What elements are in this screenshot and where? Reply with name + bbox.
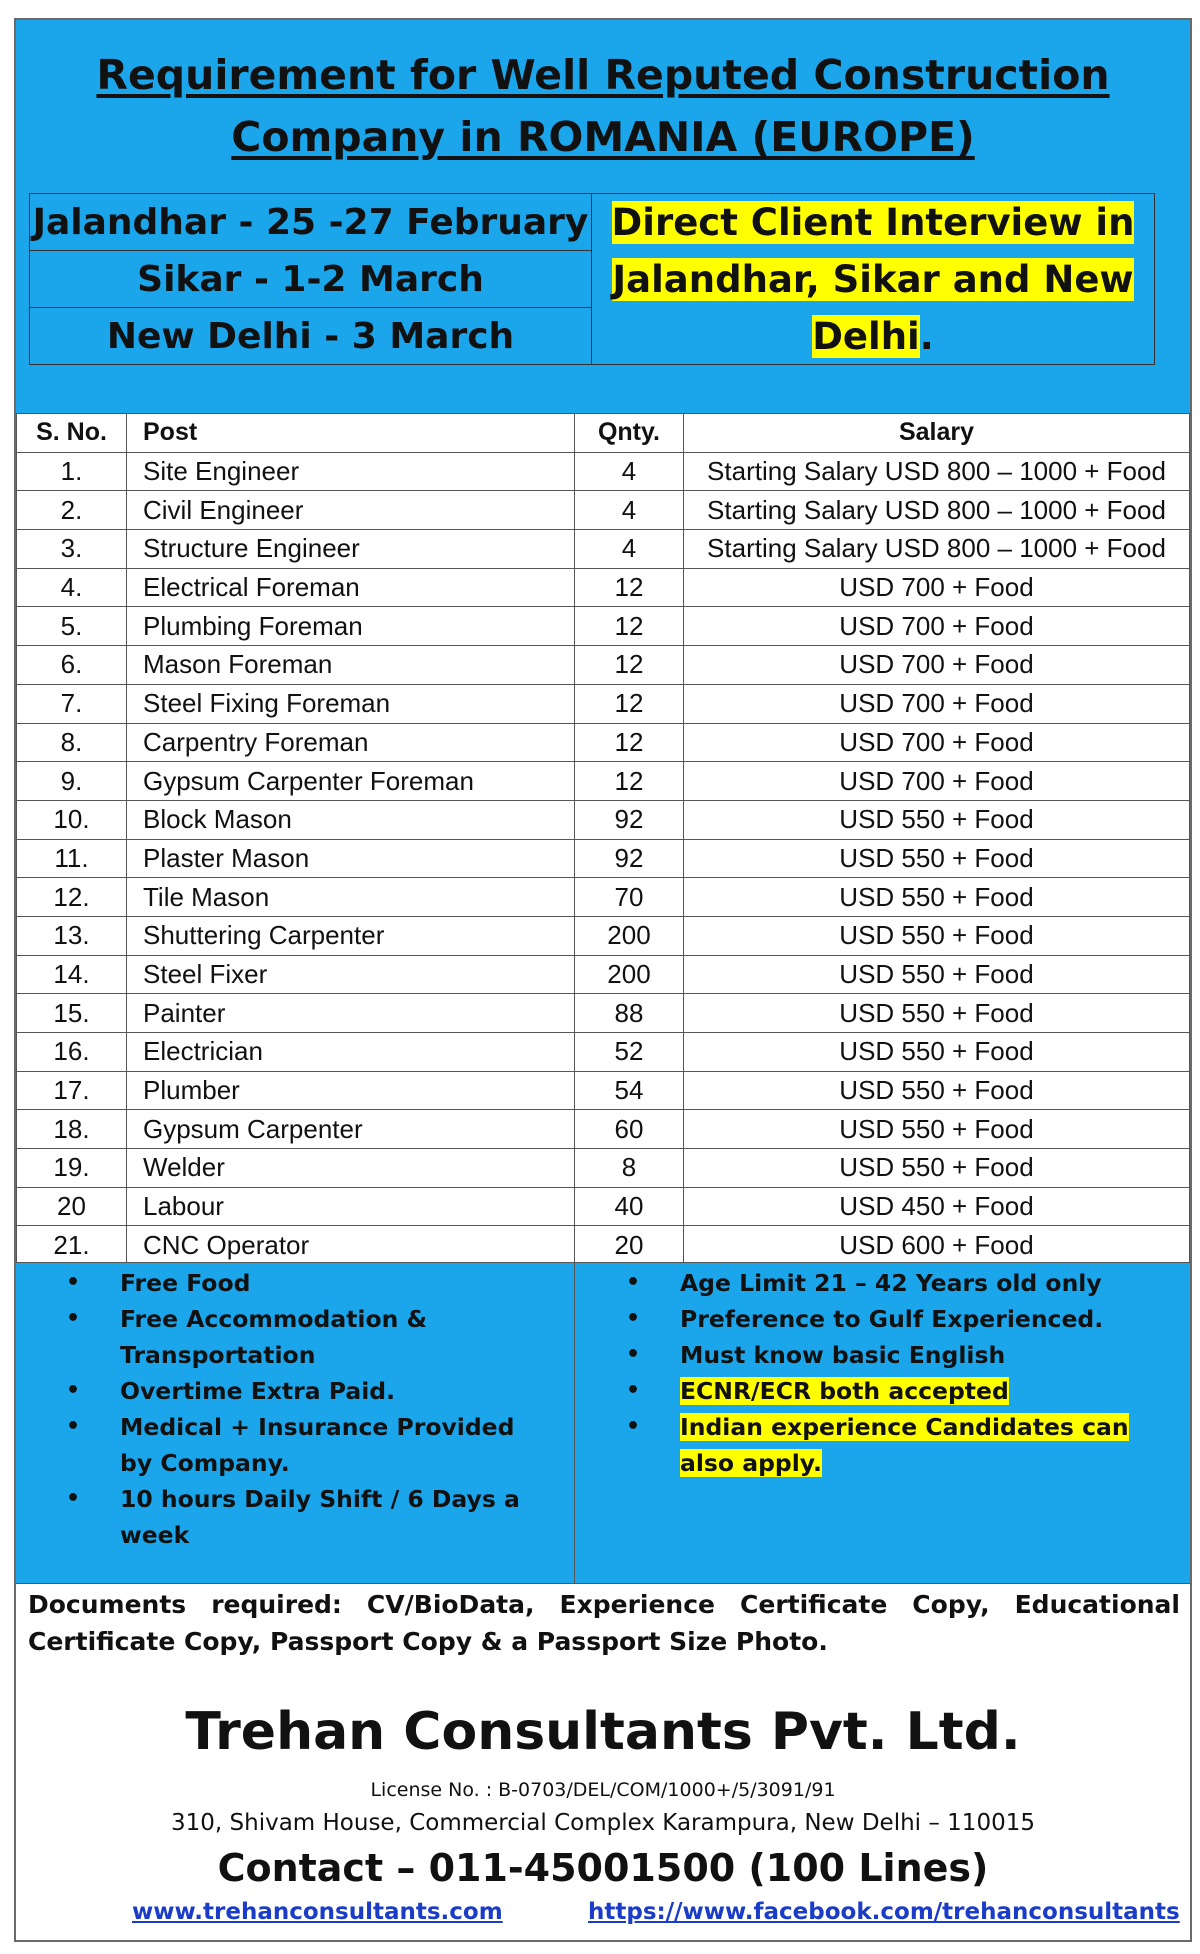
cell-post: Site Engineer (127, 452, 575, 491)
company-address: 310, Shivam House, Commercial Complex Karampura, New Delhi – 110015 (171, 1810, 1035, 1836)
cell-qty: 8 (575, 1149, 684, 1188)
cell-salary: USD 700 + Food (684, 723, 1190, 762)
header-section (16, 20, 1190, 413)
schedule-new-delhi: New Delhi - 3 March (106, 316, 515, 357)
cell-salary: Starting Salary USD 800 – 1000 + Food (684, 491, 1190, 530)
cell-post: Electrical Foreman (127, 568, 575, 607)
cell-salary: USD 550 + Food (684, 800, 1190, 839)
table-row (17, 1110, 1190, 1149)
benefit-text: Must know basic English (680, 1341, 1006, 1369)
table-row (17, 994, 1190, 1033)
benefit-text: Medical + Insurance Provided by Company. (120, 1413, 515, 1477)
cell-qty: 12 (575, 762, 684, 801)
schedule-sikar: Sikar - 1-2 March (30, 251, 591, 308)
cell-post: Civil Engineer (127, 491, 575, 530)
cell-post: Tile Mason (127, 878, 575, 917)
facebook-link[interactable]: https://www.facebook.com/trehanconsultants (588, 1899, 1180, 1925)
cell-sno: 14. (17, 955, 127, 994)
title-line-2: Company in ROMANIA (EUROPE) (231, 113, 975, 161)
benefit-text: Indian experience Candidates can also apply. (680, 1413, 1129, 1477)
cell-sno: 15. (17, 994, 127, 1033)
table-row (17, 955, 1190, 994)
table-row (17, 607, 1190, 646)
benefits-list-right (626, 1265, 1166, 1481)
cell-qty: 12 (575, 723, 684, 762)
cell-sno: 21. (17, 1226, 127, 1265)
cell-sno: 7. (17, 684, 127, 723)
table-row (17, 568, 1190, 607)
cell-qty: 200 (575, 916, 684, 955)
cell-salary: USD 700 + Food (684, 568, 1190, 607)
cell-sno: 1. (17, 452, 127, 491)
cell-sno: 13. (17, 916, 127, 955)
cell-qty: 12 (575, 568, 684, 607)
cell-qty: 60 (575, 1110, 684, 1149)
cell-salary: USD 550 + Food (684, 1110, 1190, 1149)
cell-salary: USD 600 + Food (684, 1226, 1190, 1265)
cell-sno: 4. (17, 568, 127, 607)
table-row (17, 878, 1190, 917)
contact-number: Contact – 011-45001500 (100 Lines) (217, 1846, 989, 1890)
table-row (17, 1071, 1190, 1110)
interview-suffix: . (919, 315, 934, 358)
license-number: License No. : B-0703/DEL/COM/1000+/5/3091/91 (370, 1779, 836, 1801)
cell-post: Mason Foreman (127, 646, 575, 685)
benefits-section (16, 1262, 1190, 1584)
cell-sno: 5. (17, 607, 127, 646)
schedule-jalandhar: Jalandhar - 25 -27 February (30, 194, 591, 251)
benefit-text: 10 hours Daily Shift / 6 Days a week (120, 1485, 520, 1549)
benefit-text: Free Food (120, 1269, 251, 1297)
cell-post: Painter (127, 994, 575, 1033)
cell-salary: USD 700 + Food (684, 646, 1190, 685)
cell-qty: 52 (575, 1033, 684, 1072)
cell-qty: 54 (575, 1071, 684, 1110)
cell-salary: Starting Salary USD 800 – 1000 + Food (684, 530, 1190, 569)
cell-salary: USD 550 + Food (684, 916, 1190, 955)
cell-salary: USD 550 + Food (684, 878, 1190, 917)
cell-salary: USD 700 + Food (684, 684, 1190, 723)
cell-sno: 18. (17, 1110, 127, 1149)
cell-salary: USD 700 + Food (684, 762, 1190, 801)
benefit-text: Age Limit 21 – 42 Years old only (680, 1269, 1102, 1297)
cell-post: Electrician (127, 1033, 575, 1072)
cell-post: Shuttering Carpenter (127, 916, 575, 955)
cell-sno: 10. (17, 800, 127, 839)
cell-salary: USD 550 + Food (684, 955, 1190, 994)
cell-qty: 20 (575, 1226, 684, 1265)
cell-sno: 12. (17, 878, 127, 917)
table-row (17, 723, 1190, 762)
website-link[interactable]: www.trehanconsultants.com (132, 1899, 503, 1925)
benefits-list-left (66, 1265, 546, 1553)
table-row (17, 1187, 1190, 1226)
job-advertisement (14, 18, 1192, 1942)
table-row (17, 491, 1190, 530)
benefit-text: Preference to Gulf Experienced. (680, 1305, 1104, 1333)
cell-sno: 2. (17, 491, 127, 530)
cell-salary: USD 550 + Food (684, 994, 1190, 1033)
benefit-item (66, 1481, 546, 1553)
benefit-item (626, 1301, 1166, 1337)
cell-sno: 6. (17, 646, 127, 685)
cell-sno: 19. (17, 1149, 127, 1188)
cell-sno: 11. (17, 839, 127, 878)
cell-qty: 92 (575, 800, 684, 839)
cell-post: Block Mason (127, 800, 575, 839)
header-post: Post (127, 414, 575, 453)
table-row (17, 800, 1190, 839)
cell-post: Welder (127, 1149, 575, 1188)
cell-salary: USD 700 + Food (684, 607, 1190, 646)
cell-sno: 9. (17, 762, 127, 801)
table-row (17, 839, 1190, 878)
interview-line-1: Direct Client Interview in (611, 201, 1135, 244)
cell-qty: 70 (575, 878, 684, 917)
benefit-item (66, 1301, 546, 1373)
cell-qty: 4 (575, 452, 684, 491)
cell-post: Gypsum Carpenter Foreman (127, 762, 575, 801)
cell-post: Carpentry Foreman (127, 723, 575, 762)
cell-qty: 4 (575, 530, 684, 569)
header-sno: S. No. (17, 414, 127, 453)
cell-salary: USD 550 + Food (684, 1071, 1190, 1110)
benefit-item (626, 1265, 1166, 1301)
documents-required: Documents required: CV/BioData, Experience Certificate Copy, Educational Certificate Copy, Passport Copy & a Passport Size Photo. (28, 1590, 1180, 1656)
benefits-divider (574, 1263, 575, 1583)
table-row (17, 646, 1190, 685)
table-row (17, 452, 1190, 491)
cell-salary: USD 550 + Food (684, 1033, 1190, 1072)
benefit-item (66, 1373, 546, 1409)
interview-notice (592, 193, 1155, 365)
table-row (17, 1149, 1190, 1188)
cell-qty: 88 (575, 994, 684, 1033)
header-qty: Qnty. (575, 414, 684, 453)
cell-sno: 3. (17, 530, 127, 569)
cell-salary: USD 450 + Food (684, 1187, 1190, 1226)
page-title (16, 44, 1190, 168)
cell-post: Labour (127, 1187, 575, 1226)
cell-qty: 200 (575, 955, 684, 994)
cell-post: Plumber (127, 1071, 575, 1110)
cell-sno: 20 (17, 1187, 127, 1226)
cell-post: CNC Operator (127, 1226, 575, 1265)
interview-line-3: Delhi (812, 315, 920, 358)
table-row (17, 1033, 1190, 1072)
cell-post: Steel Fixing Foreman (127, 684, 575, 723)
cell-sno: 17. (17, 1071, 127, 1110)
company-name: Trehan Consultants Pvt. Ltd. (185, 1702, 1021, 1762)
table-row (17, 1226, 1190, 1265)
cell-qty: 92 (575, 839, 684, 878)
interview-line-2: Jalandhar, Sikar and New (612, 258, 1134, 301)
vacancy-table (16, 413, 1190, 1265)
table-row (17, 916, 1190, 955)
cell-post: Gypsum Carpenter (127, 1110, 575, 1149)
cell-sno: 16. (17, 1033, 127, 1072)
benefit-item (66, 1265, 546, 1301)
table-header-row (17, 414, 1190, 453)
cell-qty: 12 (575, 646, 684, 685)
table-row (17, 530, 1190, 569)
cell-salary: USD 550 + Food (684, 1149, 1190, 1188)
title-line-1: Requirement for Well Reputed Construction (96, 51, 1110, 99)
cell-post: Plumbing Foreman (127, 607, 575, 646)
cell-salary: USD 550 + Food (684, 839, 1190, 878)
header-salary: Salary (684, 414, 1190, 453)
benefit-item (626, 1373, 1166, 1409)
cell-post: Plaster Mason (127, 839, 575, 878)
cell-qty: 12 (575, 684, 684, 723)
benefit-item (66, 1409, 546, 1481)
table-row (17, 684, 1190, 723)
cell-qty: 40 (575, 1187, 684, 1226)
cell-post: Structure Engineer (127, 530, 575, 569)
interview-schedule (29, 193, 592, 365)
benefit-text: Overtime Extra Paid. (120, 1377, 396, 1405)
benefit-item (626, 1409, 1166, 1481)
table-row (17, 762, 1190, 801)
cell-salary: Starting Salary USD 800 – 1000 + Food (684, 452, 1190, 491)
benefit-text: ECNR/ECR both accepted (680, 1377, 1009, 1405)
cell-post: Steel Fixer (127, 955, 575, 994)
cell-sno: 8. (17, 723, 127, 762)
benefit-item (626, 1337, 1166, 1373)
cell-qty: 12 (575, 607, 684, 646)
benefit-text: Free Accommodation & Transportation (120, 1305, 428, 1369)
cell-qty: 4 (575, 491, 684, 530)
